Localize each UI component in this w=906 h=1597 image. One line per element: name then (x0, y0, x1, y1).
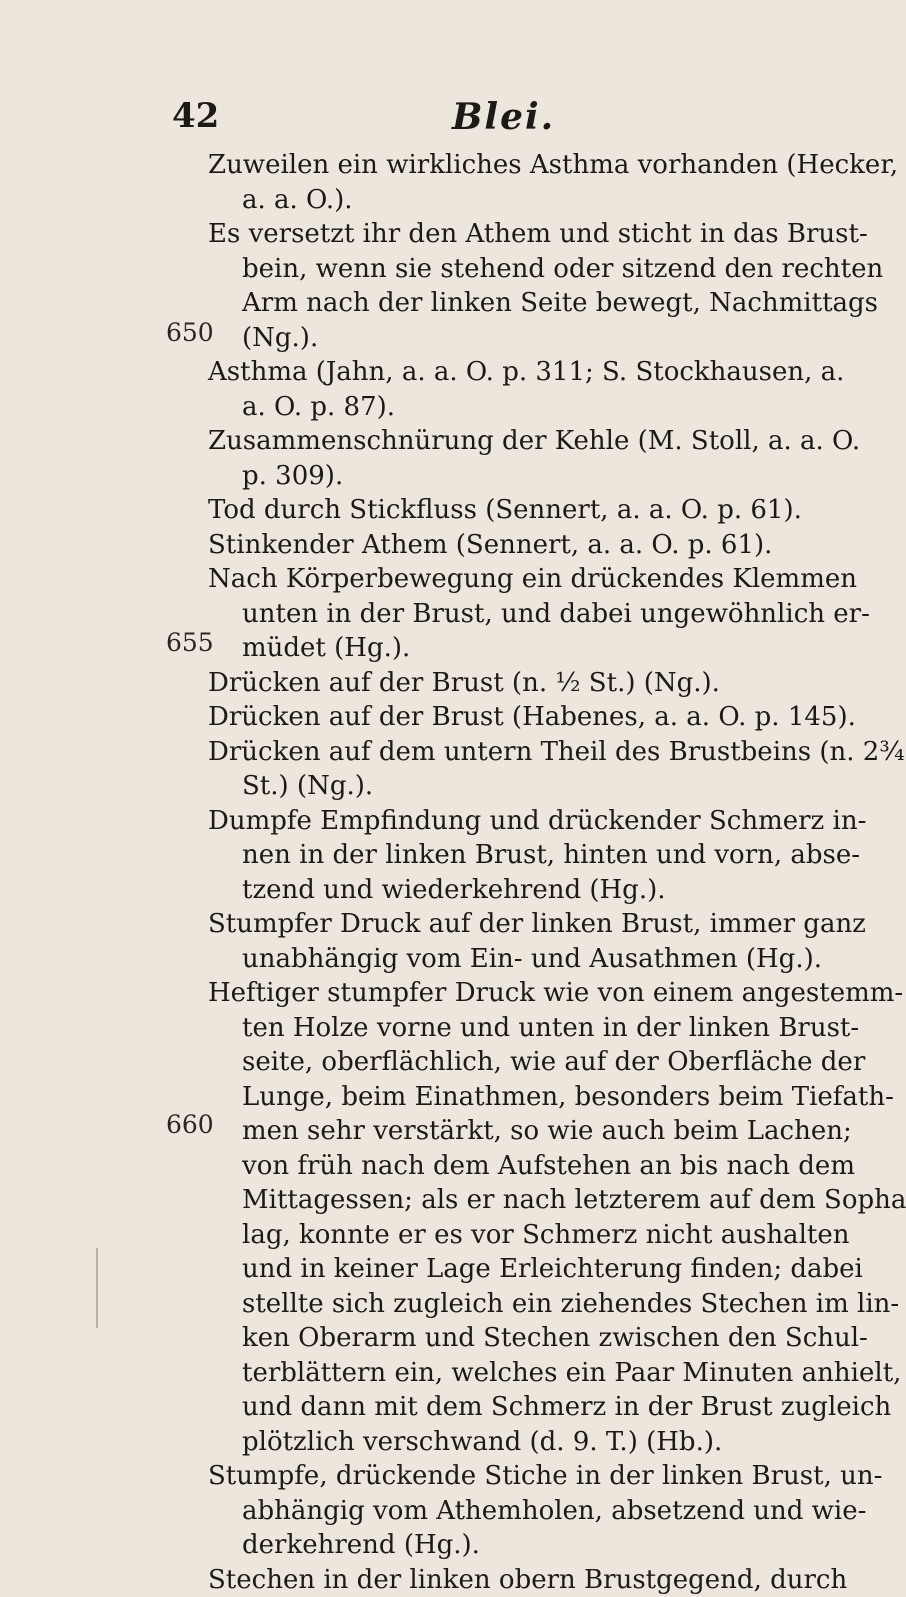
entry-line: (Ng.). (208, 321, 774, 356)
entry (208, 562, 774, 666)
entry-line: Drücken auf dem untern Theil des Brustbeins (n. 2¾ (208, 735, 774, 770)
entry-line: Drücken auf der Brust (n. ½ St.) (Ng.). (208, 666, 774, 701)
entry-line: seite, oberflächlich, wie auf der Oberfläche der (208, 1045, 774, 1080)
entry-line: plötzlich verschwand (d. 9. T.) (Hb.). (208, 1425, 774, 1460)
entry (208, 976, 774, 1459)
entry (208, 804, 774, 908)
entry-line: Nach Körperbewegung ein drückendes Klemmen (208, 562, 774, 597)
entry-line: a. O. p. 87). (208, 390, 774, 425)
entry-line: müdet (Hg.). (208, 631, 774, 666)
entry-line: Stinkender Athem (Sennert, a. a. O. p. 61). (208, 528, 774, 563)
entry-line: stellte sich zugleich ein ziehendes Stechen im lin- (208, 1287, 774, 1322)
entry-line: men sehr verstärkt, so wie auch beim Lachen; (208, 1114, 774, 1149)
entry-line: terblättern ein, welches ein Paar Minuten anhielt, (208, 1356, 774, 1391)
entry-line: St.) (Ng.). (208, 769, 774, 804)
entry-line: a. a. O.). (208, 183, 774, 218)
running-head: Blei. (452, 96, 555, 138)
entry-line: und dann mit dem Schmerz in der Brust zugleich (208, 1390, 774, 1425)
entry-line: p. 309). (208, 459, 774, 494)
entry-line: derkehrend (Hg.). (208, 1528, 774, 1563)
entry (208, 528, 774, 563)
entry-line: Stechen in der linken obern Brustgegend, durch (208, 1563, 774, 1597)
entry-line: Drücken auf der Brust (Habenes, a. a. O. p. 145). (208, 700, 774, 735)
entry-line: Stumpfer Druck auf der linken Brust, immer ganz (208, 907, 774, 942)
entry-line: unabhängig vom Ein- und Ausathmen (Hg.). (208, 942, 774, 977)
entry (208, 217, 774, 355)
entry (208, 700, 774, 735)
entry-line: bein, wenn sie stehend oder sitzend den rechten (208, 252, 774, 287)
entry-line: unten in der Brust, und dabei ungewöhnlich er- (208, 597, 774, 632)
entry-line: lag, konnte er es vor Schmerz nicht aushalten (208, 1218, 774, 1253)
entry-line: Dumpfe Empfindung und drückender Schmerz in- (208, 804, 774, 839)
entry-line: abhängig vom Athemholen, absetzend und wie- (208, 1494, 774, 1529)
entry-line: Lunge, beim Einathmen, besonders beim Tiefath- (208, 1080, 774, 1115)
entry (208, 735, 774, 804)
entry-line: Stumpfe, drückende Stiche in der linken Brust, un- (208, 1459, 774, 1494)
entry-line: Zuweilen ein wirkliches Asthma vorhanden (Hecker, (208, 148, 774, 183)
entry-line: Arm nach der linken Seite bewegt, Nachmittags (208, 286, 774, 321)
entry-line: Heftiger stumpfer Druck wie von einem angestemm- (208, 976, 774, 1011)
margin-number: 660 (166, 1110, 214, 1139)
entry-line: Asthma (Jahn, a. a. O. p. 311; S. Stockhausen, a. (208, 355, 774, 390)
entry-line: Es versetzt ihr den Athem und sticht in das Brust- (208, 217, 774, 252)
entry (208, 493, 774, 528)
entry-line: Zusammenschnürung der Kehle (M. Stoll, a. a. O. (208, 424, 774, 459)
entry-line: Tod durch Stickfluss (Sennert, a. a. O. p. 61). (208, 493, 774, 528)
page-edge-mark (96, 1248, 98, 1328)
entry-line: und in keiner Lage Erleichterung finden; dabei (208, 1252, 774, 1287)
entry (208, 907, 774, 976)
entry (208, 148, 774, 217)
entry-line: ten Holze vorne und unten in der linken Brust- (208, 1011, 774, 1046)
entry-line: Mittagessen; als er nach letzterem auf dem Sopha (208, 1183, 774, 1218)
entry-line: ken Oberarm und Stechen zwischen den Schul- (208, 1321, 774, 1356)
entry (208, 355, 774, 424)
entry (208, 1459, 774, 1563)
margin-number: 655 (166, 628, 214, 657)
margin-number: 650 (166, 318, 214, 347)
entry (208, 666, 774, 701)
entry-line: tzend und wiederkehrend (Hg.). (208, 873, 774, 908)
entry-line: von früh nach dem Aufstehen an bis nach dem (208, 1149, 774, 1184)
page-number: 42 (172, 96, 219, 136)
entry (208, 424, 774, 493)
entry-line: nen in der linken Brust, hinten und vorn, abse- (208, 838, 774, 873)
entry (208, 1563, 774, 1597)
